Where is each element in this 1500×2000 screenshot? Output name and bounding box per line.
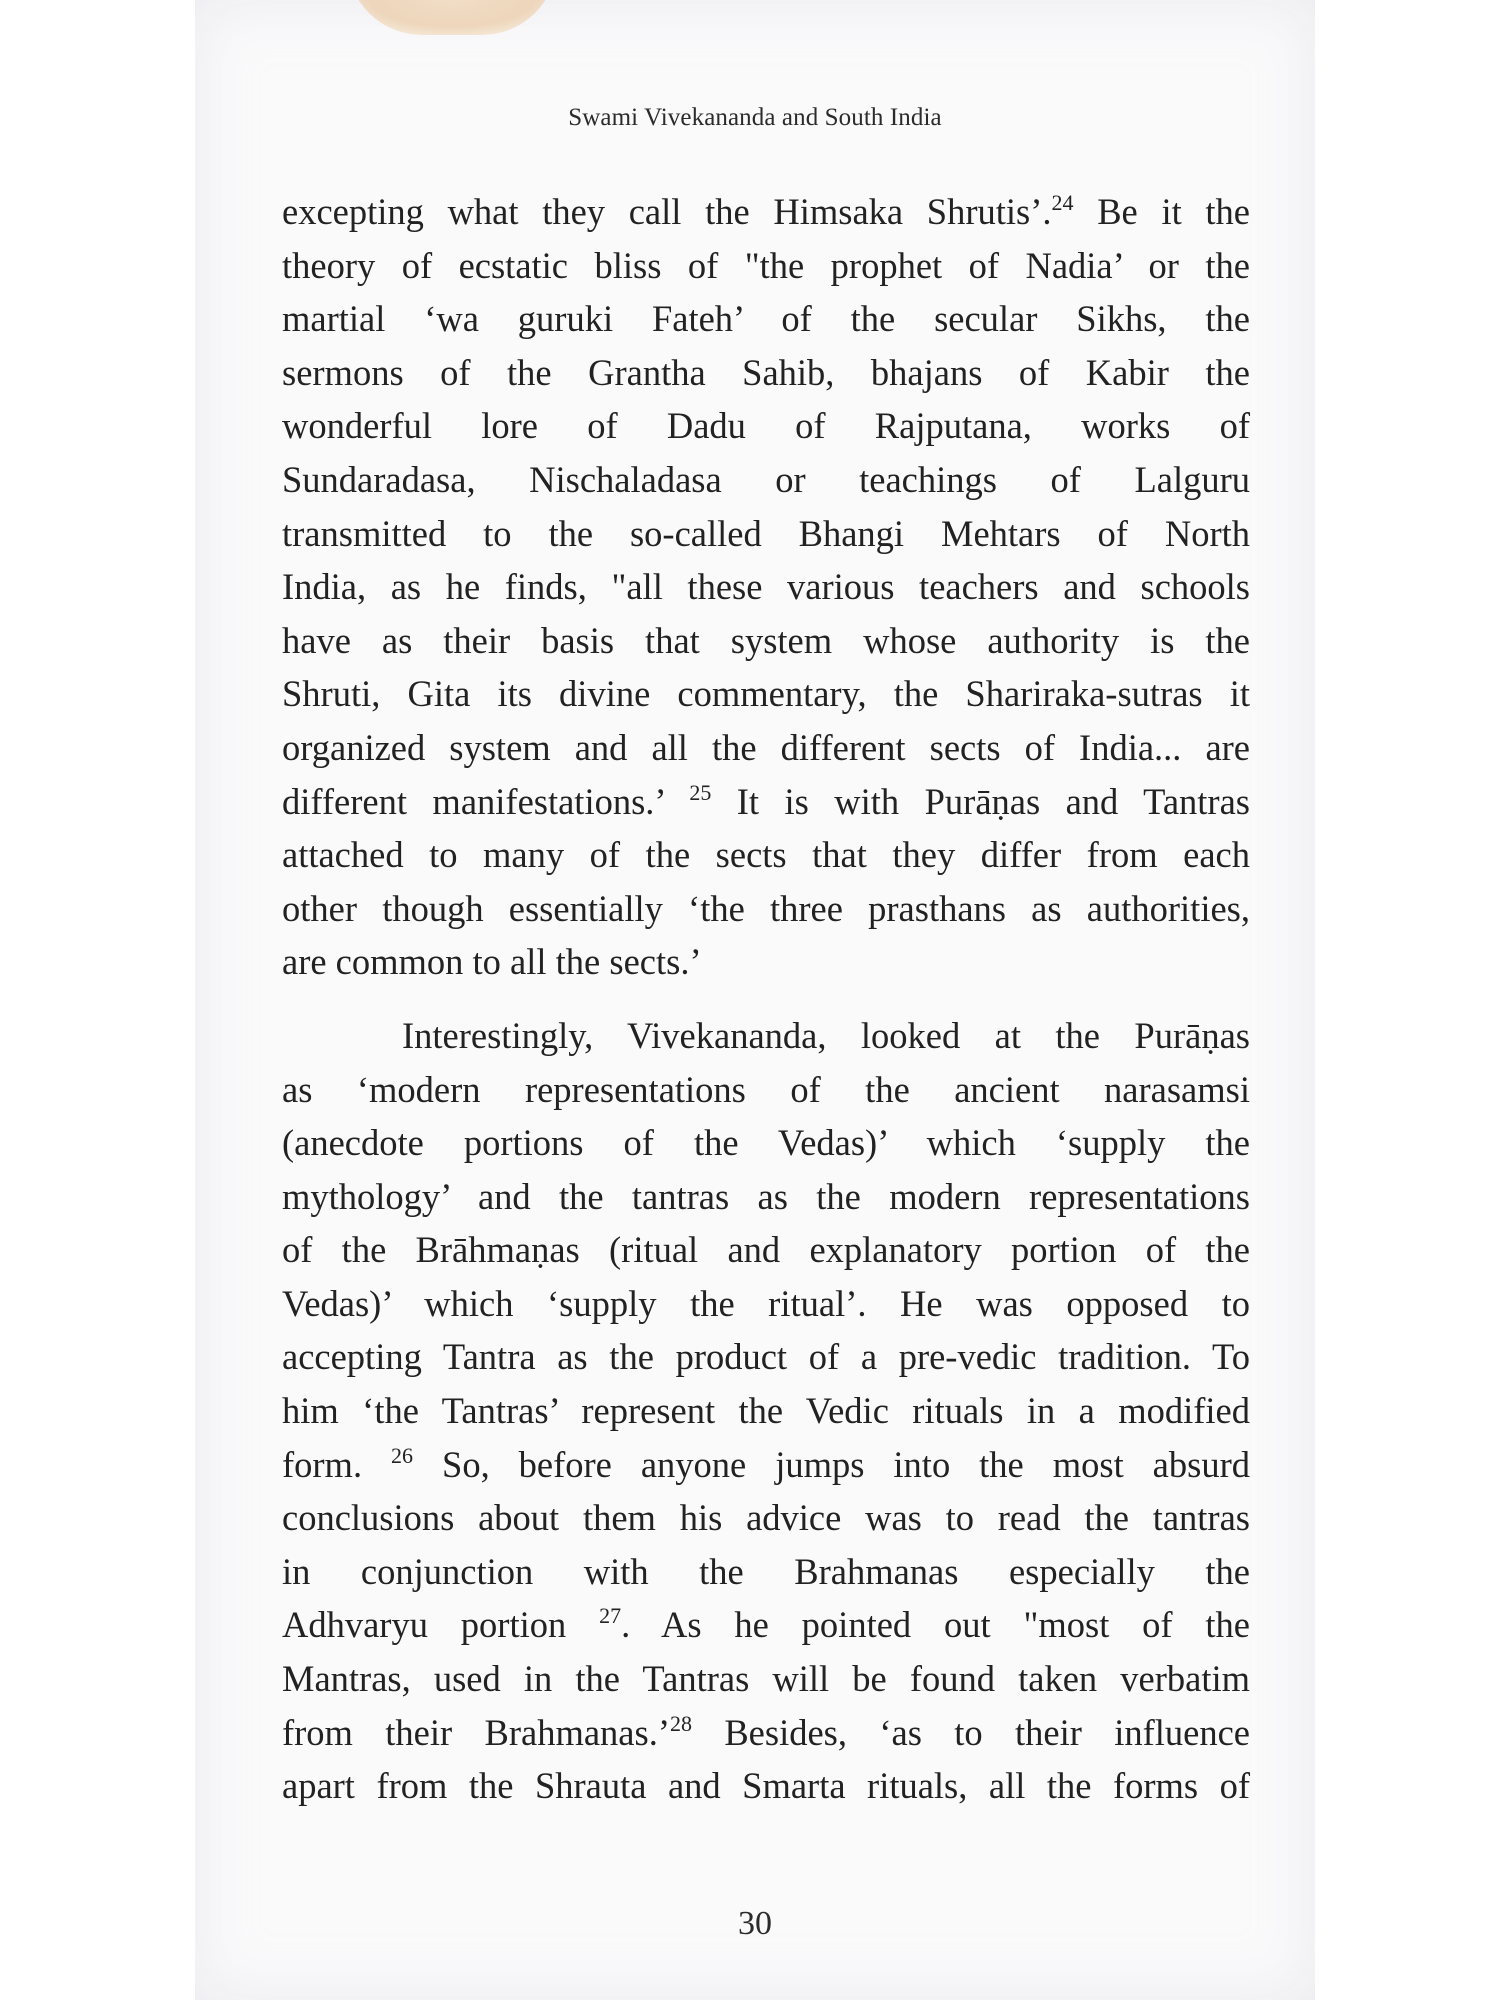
running-head: Swami Vivekananda and South India: [568, 104, 942, 131]
text-line: other though essentially ‘the three prasthans as authorities,: [282, 887, 1250, 929]
text-line: martial ‘wa guruki Fateh’ of the secular Sikhs, the: [282, 298, 1250, 340]
paragraph-2: [282, 1009, 1250, 1813]
text-line: mythology’ and the tantras as the modern representations: [282, 1175, 1250, 1217]
text-line: have as their basis that system whose authority is the: [282, 619, 1250, 661]
text-line: conclusions about them his advice was to read the tantras: [282, 1497, 1250, 1539]
text-line: Shruti, Gita its divine commentary, the Shariraka-sutras it: [282, 673, 1250, 715]
text-line: theory of ecstatic bliss of "the prophet of Nadia’ or the: [282, 244, 1250, 286]
text-line: organized system and all the different sects of India... are: [282, 726, 1250, 768]
text-line: Adhvaryu portion $^{27}$. As he pointed out "most of the: [282, 1603, 1250, 1646]
text-line: wonderful lore of Dadu of Rajputana, works of: [282, 405, 1250, 447]
text-line: transmitted to the so-called Bhangi Mehtars of North: [282, 512, 1250, 554]
body-text: [282, 185, 1250, 1813]
text-line: accepting Tantra as the product of a pre-vedic tradition. To: [282, 1336, 1250, 1378]
text-line: of the Brāhmaṇas (ritual and explanatory portion of the: [282, 1229, 1250, 1271]
thumb-smudge: [347, 0, 557, 35]
text-line: Sundaradasa, Nischaladasa or teachings of Lalguru: [282, 458, 1250, 500]
text-line: are common to all the sects.’: [282, 941, 702, 983]
text-line: Interestingly, Vivekananda, looked at the Purāṇas: [402, 1014, 1250, 1056]
text-line: form. $^{26}$ So, before anyone jumps into the most absurd: [282, 1442, 1250, 1485]
text-line: India, as he finds, "all these various teachers and schools: [282, 566, 1250, 608]
text-line: attached to many of the sects that they differ from each: [282, 834, 1250, 876]
text-line: excepting what they call the Himsaka Shrutis’.$^{24}$ Be it the: [282, 190, 1251, 232]
book-page: [195, 0, 1315, 2000]
paragraph-1: [282, 185, 1250, 989]
text-line: different manifestations.’ $^{25}$ It is with Purāṇas and Tantras: [282, 779, 1250, 822]
text-line: Mantras, used in the Tantras will be found taken verbatim: [282, 1658, 1250, 1700]
text-line: apart from the Shrauta and Smarta rituals, all the forms of: [282, 1765, 1250, 1807]
footnote-ref-24: 24: [1051, 190, 1074, 215]
page-number: 30: [738, 1905, 772, 1942]
text-line: Vedas)’ which ‘supply the ritual’. He was opposed to: [282, 1282, 1250, 1324]
text-line: (anecdote portions of the Vedas)’ which ‘supply the: [282, 1122, 1250, 1164]
footnote-ref-28: 28: [670, 1710, 692, 1736]
text-line: as ‘modern representations of the ancient narasamsi: [282, 1068, 1250, 1110]
text-line: him ‘the Tantras’ represent the Vedic rituals in a modified: [282, 1390, 1250, 1432]
footnote-ref-25: 25: [689, 779, 712, 805]
text-line: sermons of the Grantha Sahib, bhajans of Kabir the: [282, 351, 1250, 393]
footnote-ref-27: 27: [599, 1603, 622, 1629]
footnote-ref-26: 26: [391, 1442, 414, 1468]
text-line: from their Brahmanas.’$^{28}$ Besides, ‘as to their influence: [282, 1710, 1250, 1753]
text-line: in conjunction with the Brahmanas especially the: [282, 1550, 1250, 1592]
